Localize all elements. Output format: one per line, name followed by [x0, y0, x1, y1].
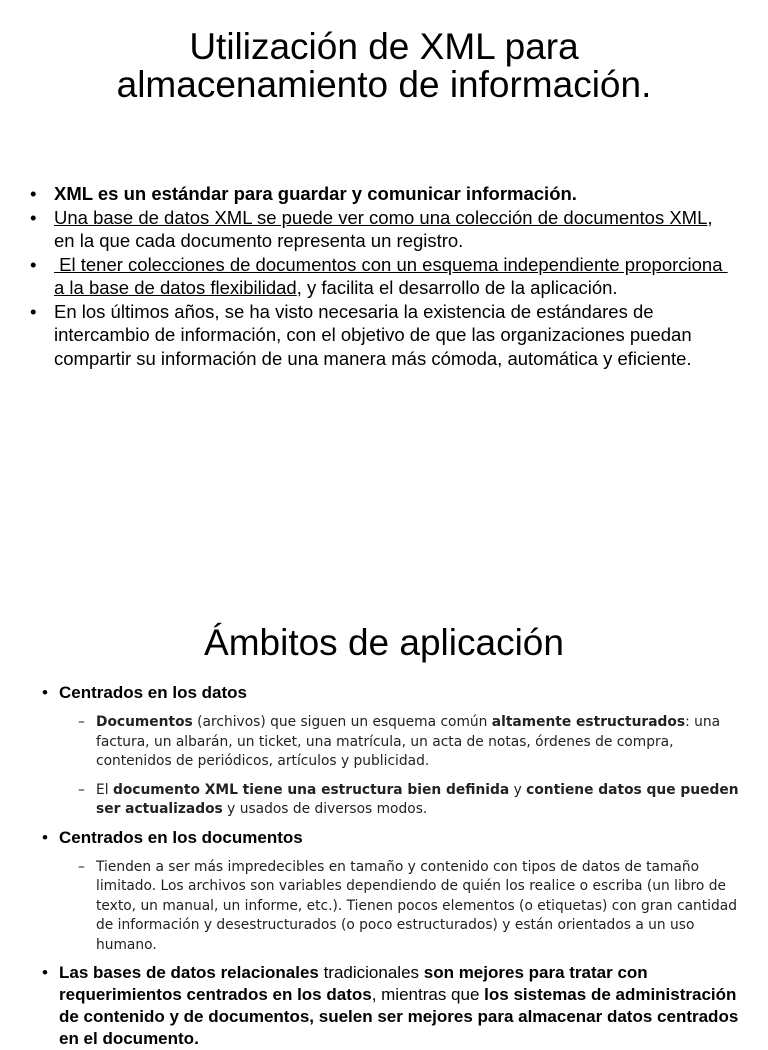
bullet-text: Centrados en los documentos	[59, 827, 303, 847]
bullet-list	[42, 682, 742, 1050]
sub-list	[59, 858, 742, 956]
bullet-text: Centrados en los datos	[59, 683, 247, 702]
text: El	[96, 781, 113, 798]
sub-item	[59, 781, 742, 820]
list-item	[30, 182, 730, 206]
sub-list	[59, 713, 742, 820]
bold-text: altamente estructurados	[491, 714, 686, 730]
underlined-text: El tener colecciones de documentos con un esquema independiente proporciona a la base de datos flexibilidad	[54, 253, 728, 298]
list-item	[30, 300, 730, 371]
bullet-list	[30, 182, 730, 370]
list-item	[42, 682, 742, 820]
slide-title	[0, 28, 768, 104]
title-line-1: Utilización de XML para	[189, 26, 579, 67]
underlined-text: Una base de datos XML se puede ver como una colección de documentos XML	[54, 206, 708, 228]
text: tradicionales	[318, 963, 424, 982]
text: : una factura, un albarán, un ticket, una matrícula, un acta de notas, órdenes de compra, contenidos de periódicos, artículos y publicidad.	[96, 714, 721, 769]
bullet-text: , en la que cada documento representa un registro.	[54, 206, 713, 251]
slide-application-areas	[0, 600, 768, 1048]
text: y	[509, 781, 527, 798]
slide-title: Ámbitos de aplicación	[204, 622, 564, 663]
sub-item	[59, 858, 742, 956]
list-item	[30, 206, 730, 253]
bold-text: contiene datos que pueden ser actualizados	[96, 781, 739, 817]
text: (archivos) que siguen un esquema común	[192, 714, 492, 730]
list-item	[42, 827, 742, 956]
bullet-text: , y facilita el desarrollo de la aplicación.	[296, 277, 618, 298]
text: , mientras que	[371, 985, 485, 1004]
bold-text: son mejores para tratar con requerimientos centrados en los datos	[59, 963, 648, 1004]
text: Tienden a ser más impredecibles en tamaño y contenido con tipos de datos de tamaño limitado. Los archivos son variables dependiendo de quién los realice o escriba (un libro de texto, un manual, un informe, etc.). Tienen pocos elementos (o etiquetas) con gran cantidad de información y desestructurados (o poco estructurados) y están orientados a un uso humano.	[96, 858, 737, 953]
list-item	[42, 962, 742, 1050]
list-item	[30, 253, 730, 300]
bold-text: Las bases de datos relacionales	[59, 963, 319, 982]
bold-text: Documentos	[96, 714, 193, 730]
title-line-2: almacenamiento de información.	[116, 64, 652, 105]
bold-text: los sistemas de administración de contenido y de documentos, suelen ser mejores para almacenar datos centrados en el documento.	[59, 985, 739, 1048]
text: y usados de diversos modos.	[222, 801, 428, 817]
bullet-text: XML es un estándar para guardar y comunicar información.	[54, 183, 577, 204]
sub-item	[59, 713, 742, 772]
bullet-text: En los últimos años, se ha visto necesaria la existencia de estándares de intercambio de información, con el objetivo de que las organizaciones puedan compartir su información de una manera más cómoda, automática y eficiente.	[54, 300, 692, 369]
bold-text: documento XML tiene una estructura bien definida	[112, 781, 510, 798]
